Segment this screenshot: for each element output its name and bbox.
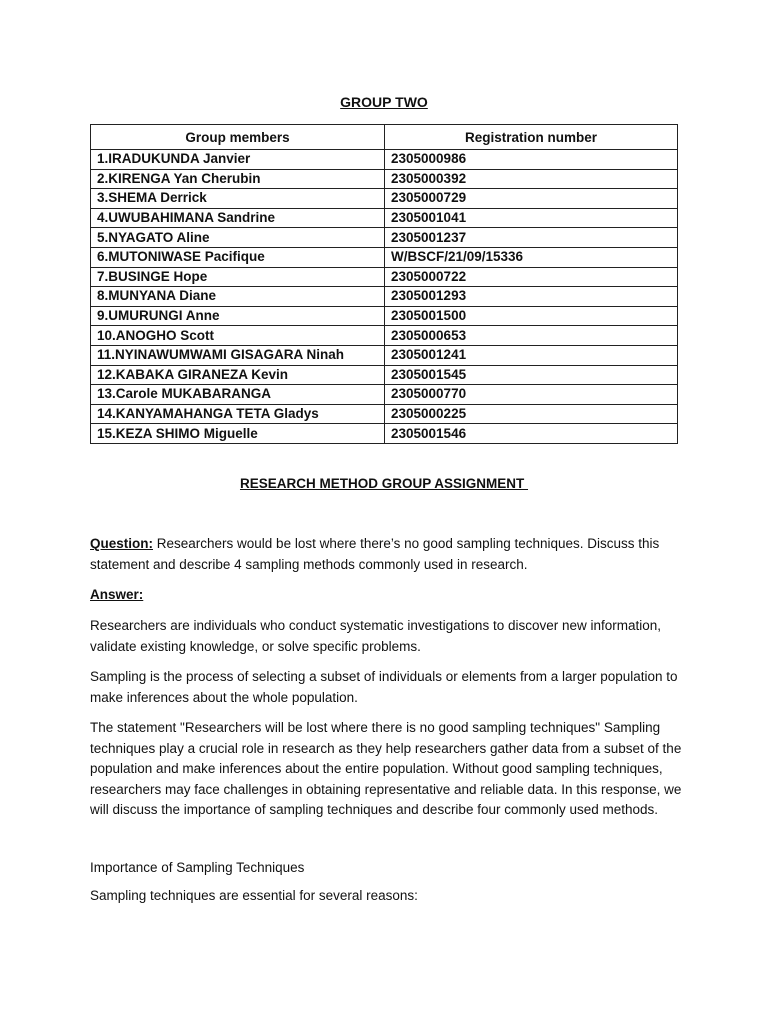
paragraph-statement: The statement "Researchers will be lost where there is no good sampling techniques" Sampling techniques play a crucial role in research as they help researchers gather data from a subset of the population and make inferences about the entire population. Without good sampling techniques, researchers may face challenges in obtaining representative and reliable data. In this response, we will discuss the importance of sampling techniques and describe four commonly used methods.	[90, 720, 682, 817]
member-name-cell: 12.KABAKA GIRANEZA Kevin	[91, 365, 385, 385]
member-name-cell: 13.Carole MUKABARANGA	[91, 385, 385, 405]
table-row	[91, 150, 678, 170]
member-name-cell: 7.BUSINGE Hope	[91, 267, 385, 287]
registration-number-cell: 2305001545	[385, 365, 678, 385]
member-name-cell: 15.KEZA SHIMO Miguelle	[91, 424, 385, 444]
column-header-members: Group members	[91, 125, 385, 150]
table-row	[91, 228, 678, 248]
registration-number-cell: 2305001546	[385, 424, 678, 444]
group-title: GROUP TWO	[340, 94, 428, 110]
registration-number-cell: 2305001500	[385, 306, 678, 326]
answer-heading	[90, 585, 690, 606]
member-name-cell: 2.KIRENGA Yan Cherubin	[91, 169, 385, 189]
table-row	[91, 189, 678, 209]
registration-number-cell: 2305000986	[385, 150, 678, 170]
paragraph-reasons: Sampling techniques are essential for several reasons:	[90, 888, 418, 903]
member-name-cell: 5.NYAGATO Aline	[91, 228, 385, 248]
assignment-title: RESEARCH METHOD GROUP ASSIGNMENT	[239, 476, 529, 491]
question-paragraph	[90, 534, 690, 575]
member-name-cell: 10.ANOGHO Scott	[91, 326, 385, 346]
registration-number-cell: 2305001293	[385, 287, 678, 307]
registration-number-cell: 2305000770	[385, 385, 678, 405]
table-row	[91, 365, 678, 385]
registration-number-cell: 2305000225	[385, 404, 678, 424]
member-name-cell: 6.MUTONIWASE Pacifique	[91, 247, 385, 267]
table-row	[91, 326, 678, 346]
table-row	[91, 247, 678, 267]
registration-number-cell: 2305000392	[385, 169, 678, 189]
table-header-row	[91, 125, 678, 150]
subheading-importance: Importance of Sampling Techniques	[90, 860, 305, 875]
registration-number-cell: W/BSCF/21/09/15336	[385, 247, 678, 267]
answer-label: Answer:	[90, 587, 144, 602]
table-row	[91, 404, 678, 424]
members-table	[90, 124, 678, 444]
column-header-registration: Registration number	[385, 125, 678, 150]
member-name-cell: 11.NYINAWUMWAMI GISAGARA Ninah	[91, 345, 385, 365]
members-table-body	[91, 150, 678, 444]
paragraph-researchers: Researchers are individuals who conduct systematic investigations to discover new information, validate existing knowledge, or solve specific problems.	[90, 618, 662, 654]
registration-number-cell: 2305001241	[385, 345, 678, 365]
member-name-cell: 8.MUNYANA Diane	[91, 287, 385, 307]
table-row	[91, 345, 678, 365]
table-row	[91, 424, 678, 444]
table-row	[91, 267, 678, 287]
question-label: Question:	[90, 536, 153, 551]
table-row	[91, 287, 678, 307]
paragraph-sampling-definition: Sampling is the process of selecting a subset of individuals or elements from a larger population to make inferences about the whole population.	[90, 669, 678, 705]
member-name-cell: 3.SHEMA Derrick	[91, 189, 385, 209]
member-name-cell: 14.KANYAMAHANGA TETA Gladys	[91, 404, 385, 424]
table-row	[91, 208, 678, 228]
table-row	[91, 385, 678, 405]
registration-number-cell: 2305000722	[385, 267, 678, 287]
table-row	[91, 306, 678, 326]
table-row	[91, 169, 678, 189]
registration-number-cell: 2305001041	[385, 208, 678, 228]
member-name-cell: 9.UMURUNGI Anne	[91, 306, 385, 326]
registration-number-cell: 2305000729	[385, 189, 678, 209]
registration-number-cell: 2305001237	[385, 228, 678, 248]
member-name-cell: 1.IRADUKUNDA Janvier	[91, 150, 385, 170]
member-name-cell: 4.UWUBAHIMANA Sandrine	[91, 208, 385, 228]
registration-number-cell: 2305000653	[385, 326, 678, 346]
question-text: Researchers would be lost where there’s no good sampling techniques. Discuss this statement and describe 4 sampling methods commonly used in research.	[90, 536, 660, 572]
